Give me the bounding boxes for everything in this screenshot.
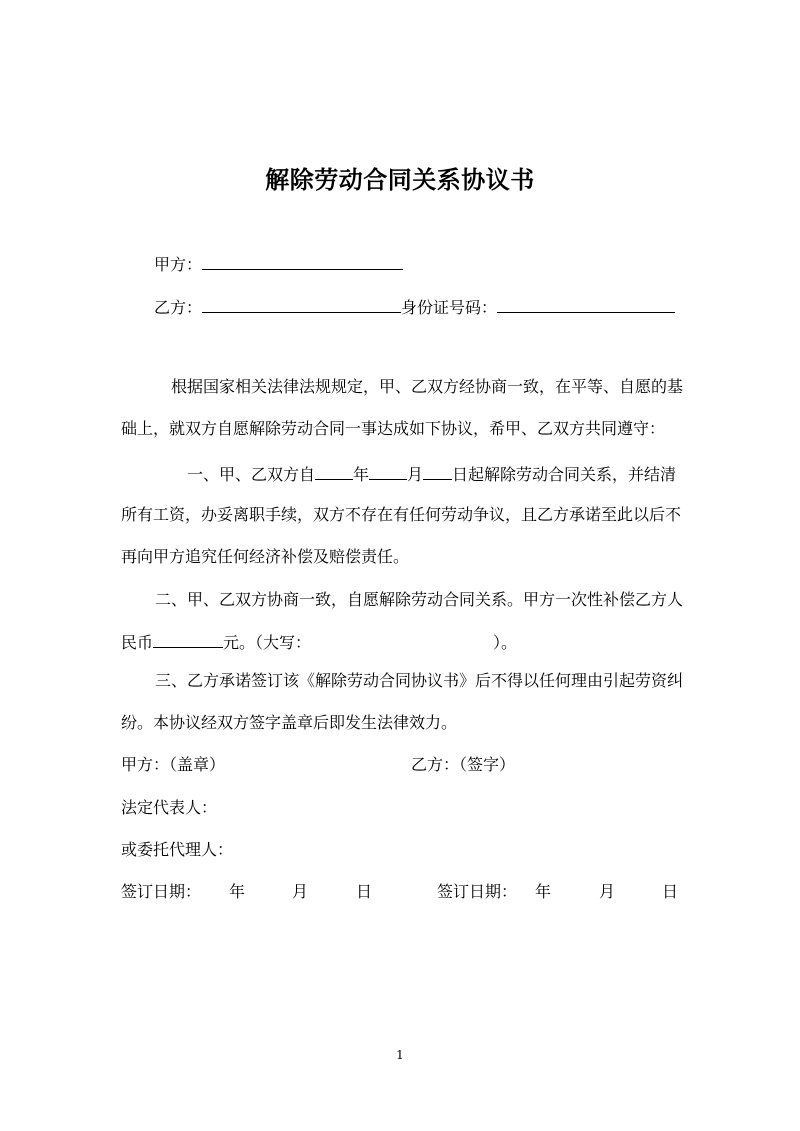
clause-1-line-3: 再向甲方追究任何经济补偿及赔偿责任。 (121, 547, 410, 566)
intro-line-2: 础上，就双方自愿解除劳动合同一事达成如下协议，希甲、乙双方共同遵守： (121, 419, 666, 438)
id-number-blank[interactable] (497, 295, 675, 313)
party-b-day: 日 (662, 882, 679, 901)
year-label: 年 (353, 465, 370, 484)
clause-3-line-2: 纷。本协议经双方签字盖章后即发生法律效力。 (121, 713, 458, 732)
intro-line-1: 根据国家相关法律法规规定，甲、乙双方经协商一致，在平等、自愿的基 (171, 377, 684, 396)
party-b-signature-label: 乙方：（签字） (411, 755, 516, 774)
uppercase-close: ）。 (493, 633, 518, 652)
clause-3-line-1: 三、乙方承诺签订该《解除劳动合同协议书》后不得以任何理由引起劳资纠 (155, 671, 684, 690)
party-a-month: 月 (292, 882, 309, 901)
party-a-label: 甲方： (154, 255, 203, 274)
clause-1-line-2: 所有工资，办妥离职手续，双方不存在有任何劳动争议，且乙方承诺至此以后不 (121, 505, 682, 524)
legal-representative-label: 法定代表人： (121, 798, 218, 817)
id-number-label: 身份证号码： (401, 298, 498, 317)
party-b-blank[interactable] (202, 295, 401, 313)
party-b-line (154, 295, 675, 319)
party-a-seal-label: 甲方：（盖章） (121, 755, 226, 774)
party-a-year: 年 (229, 882, 246, 901)
party-a-blank[interactable] (202, 252, 403, 270)
party-b-sign-date-label: 签订日期： (437, 882, 518, 901)
clause-1-suffix: 日起解除劳动合同关系，并结清 (452, 465, 677, 484)
party-b-month: 月 (599, 882, 616, 901)
clause-1-line-1 (187, 462, 676, 486)
party-a-line (154, 252, 403, 276)
currency-label: 民币 (121, 633, 154, 652)
authorized-agent-label: 或委托代理人： (121, 840, 234, 859)
month-label: 月 (407, 465, 424, 484)
party-b-year: 年 (535, 882, 552, 901)
amount-unit: 元。（大写： (223, 633, 312, 652)
page-number: 1 (396, 1048, 404, 1062)
clause-2-line-2 (121, 630, 517, 654)
party-a-day: 日 (356, 882, 373, 901)
document-title: 解除劳动合同关系协议书 (265, 166, 535, 194)
clause-2-line-1: 二、甲、乙双方协商一致，自愿解除劳动合同关系。甲方一次性补偿乙方人 (155, 590, 684, 609)
month-blank[interactable] (369, 462, 407, 480)
party-a-sign-date-label: 签订日期： (121, 882, 202, 901)
day-blank[interactable] (423, 462, 452, 480)
party-b-label: 乙方： (154, 298, 203, 317)
clause-1-prefix: 一、甲、乙双方自 (187, 465, 316, 484)
amount-blank[interactable] (153, 630, 223, 648)
year-blank[interactable] (315, 462, 353, 480)
